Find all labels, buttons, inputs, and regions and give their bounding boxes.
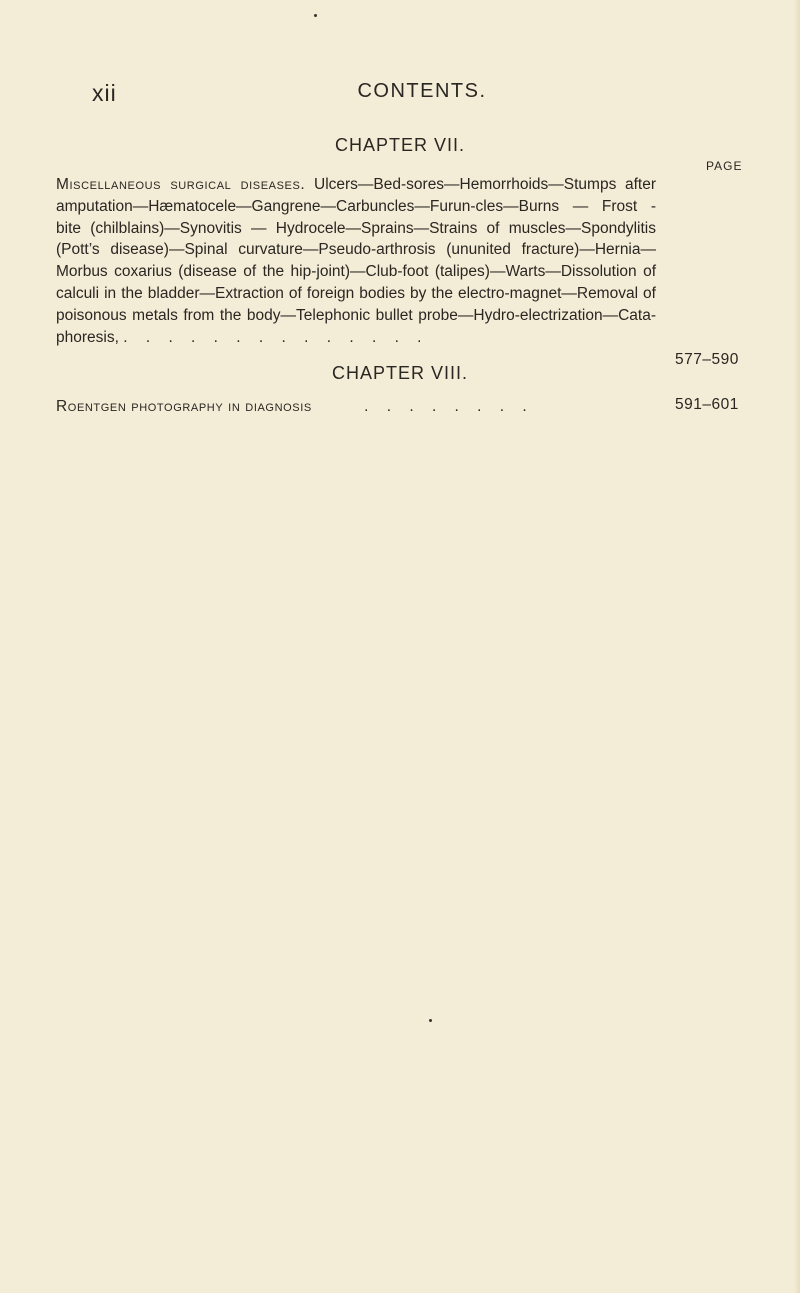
toc-entry: [56, 174, 656, 348]
toc-entry: [56, 396, 656, 418]
chapter-heading: CHAPTER VII.: [334, 135, 466, 155]
paper-speck: [314, 14, 317, 17]
page-edge: [794, 0, 800, 1293]
page-folio: xii: [92, 80, 117, 106]
entry-text: Ulcers—Bed-sores—Hemorrhoids—Stumps after amputation—Hæmatocele—Gangrene—Carbuncles—Furun-cles—Burns — Frost - bite (chilblains)—Synovitis — Hydrocele—Sprains—Strains of muscles—Spondylitis (Pott’s disease)—Spinal curvature—Pseudo-arthrosis (ununited fracture)—Hernia—Morbus coxarius (disease of the hip-joint)—Club-foot (talipes)—Warts—Dissolution of calculi in the bladder—Extraction of foreign bodies by the electro-magnet—Removal of poisonous metals from the body—Telephonic bullet probe—Hydro-electrization—Cata-phoresis,: [56, 176, 656, 346]
running-head: [92, 80, 752, 110]
running-title: CONTENTS.: [357, 80, 487, 102]
chapter-heading: CHAPTER VIII.: [331, 363, 469, 383]
page-range: 591–601: [675, 396, 739, 413]
entry-heading: Miscellaneous surgical diseases.: [56, 176, 306, 193]
dot-leader: . . . . . . . . . . . . . .: [123, 328, 422, 346]
page-column-label: PAGE: [706, 159, 743, 173]
paper-speck: [429, 1019, 432, 1022]
entry-heading: Roentgen photography in diagnosis: [56, 398, 312, 415]
dot-leader: . . . . . . . .: [364, 398, 527, 415]
page-range: 577–590: [675, 351, 739, 368]
